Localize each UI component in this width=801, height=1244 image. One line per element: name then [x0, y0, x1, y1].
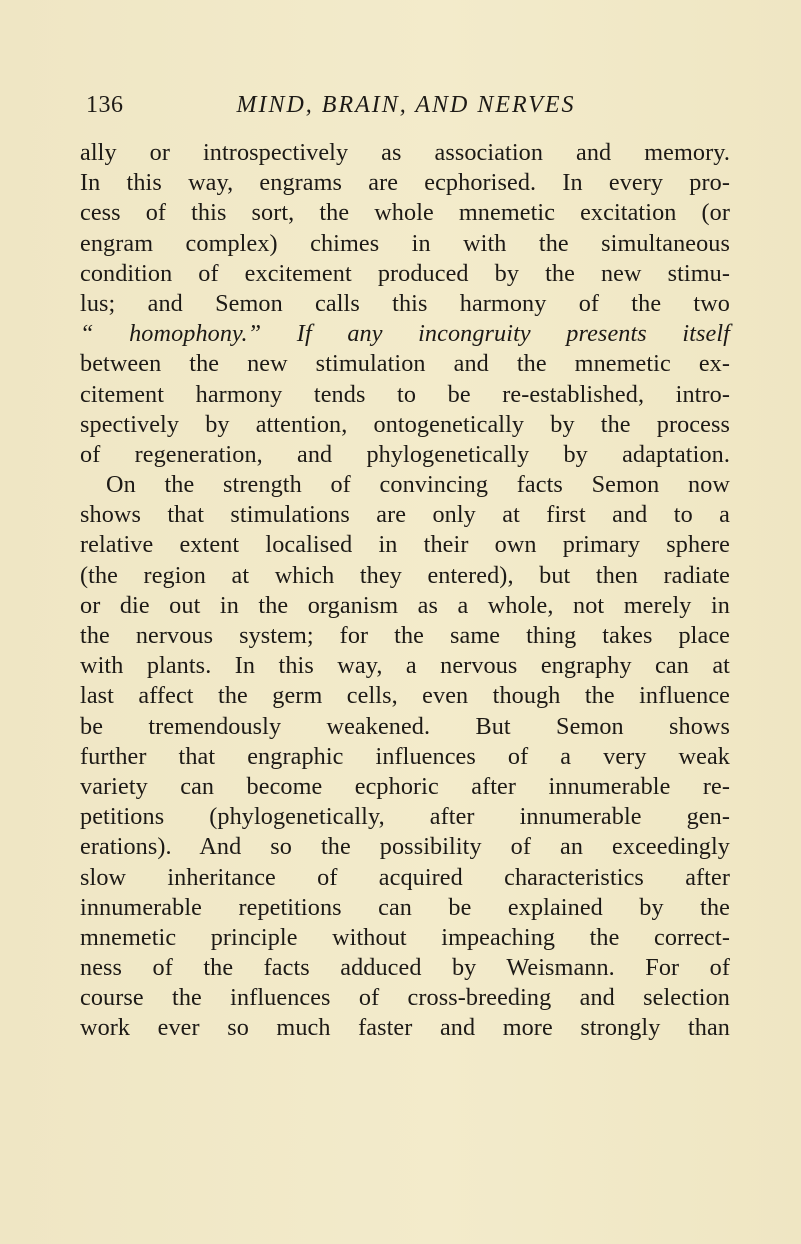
text-line: course the influences of cross-breeding and selection	[80, 984, 730, 1012]
text-line: lus; and Semon calls this harmony of the two	[80, 289, 730, 317]
text-line: ness of the facts adduced by Weismann. For of	[80, 954, 730, 982]
page-number: 136	[86, 92, 124, 118]
text-line: slow inheritance of acquired characteristics after	[80, 863, 730, 891]
body-text	[80, 138, 730, 1044]
text-line: (the region at which they entered), but then radiate	[80, 561, 730, 589]
text-line: work ever so much faster and more strongly than	[80, 1014, 730, 1042]
text-line: ally or introspectively as association and memory.	[80, 139, 730, 166]
homophony-term: “ homophony.” If any incongruity presents itself	[80, 320, 730, 348]
text-line: of regeneration, and phylogenetically by adaptation.	[80, 440, 730, 468]
text-line-emphasis	[80, 319, 730, 349]
text-line: be tremendously weakened. But Semon shows	[80, 712, 730, 740]
running-head: MIND, BRAIN, AND NERVES	[236, 92, 576, 118]
text-line: relative extent localised in their own primary sphere	[80, 531, 730, 559]
text-line: spectively by attention, ontogenetically by the process	[80, 410, 730, 438]
text-line: between the new stimulation and the mnemetic ex-	[80, 350, 730, 378]
text-line: with plants. In this way, a nervous engraphy can at	[80, 652, 730, 680]
text-line: condition of excitement produced by the new stimu-	[80, 259, 730, 287]
text-line: or die out in the organism as a whole, not merely in	[80, 591, 730, 619]
text-line: shows that stimulations are only at first and to a	[80, 501, 730, 529]
text-line: citement harmony tends to be re-established, intro-	[80, 380, 730, 408]
paragraph-start-line: On the strength of convincing facts Semon now	[106, 471, 730, 499]
text-line: erations). And so the possibility of an exceedingly	[80, 833, 730, 861]
text-line: further that engraphic influences of a very weak	[80, 742, 730, 770]
text-line: variety can become ecphoric after innumerable re-	[80, 772, 730, 800]
text-line: petitions (phylogenetically, after innumerable gen-	[80, 803, 730, 831]
text-line: In this way, engrams are ecphorised. In every pro-	[80, 169, 730, 197]
text-line: last affect the germ cells, even though the influence	[80, 682, 730, 710]
text-line: cess of this sort, the whole mnemetic excitation (or	[80, 199, 730, 227]
page-header	[86, 90, 726, 120]
text-line: engram complex) chimes in with the simultaneous	[80, 229, 730, 257]
text-line: mnemetic principle without impeaching the correct-	[80, 923, 730, 951]
text-line: innumerable repetitions can be explained by the	[80, 893, 730, 921]
text-line: the nervous system; for the same thing takes place	[80, 622, 730, 649]
